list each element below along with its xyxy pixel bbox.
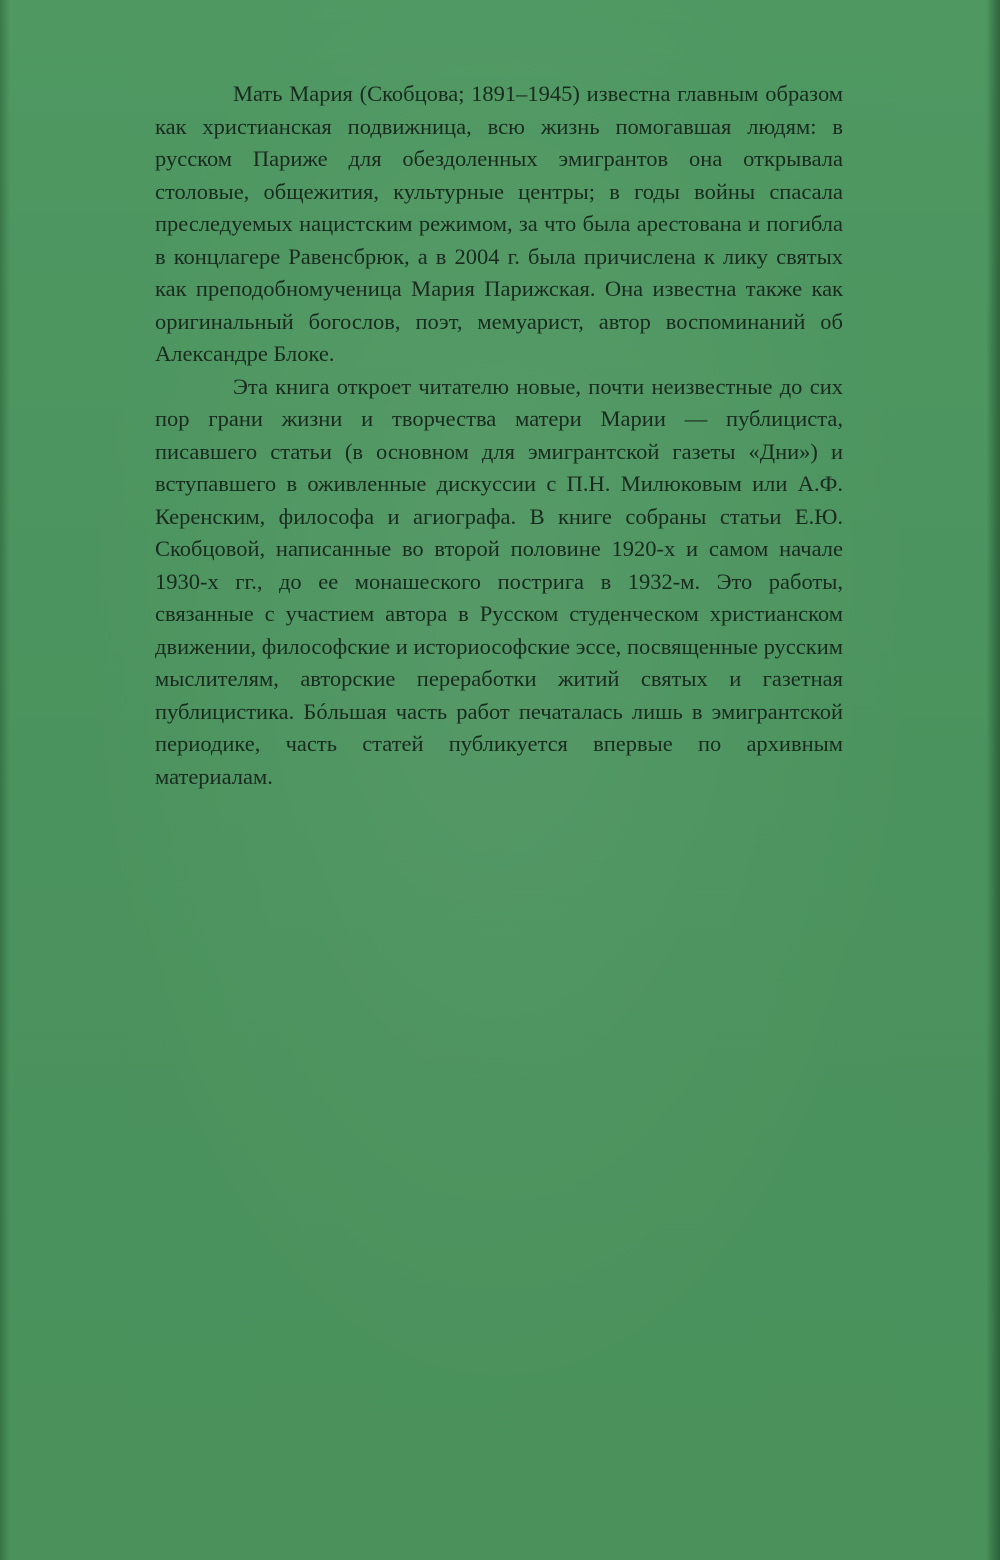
- annotation-paragraph-1: Мать Мария (Скобцова; 1891–1945) известна главным образом как христианская подвижница, всю жизнь помогавшая людям: в русском Париже для обездоленных эмигрантов она открывала столовые, общежития, культурные центры; в годы войны спасала преследуемых нацистским режимом, за что была арестована и погибла в концлагере Равенсбрюк, а в 2004 г. была причислена к лику святых как преподобномученица Мария Парижская. Она известна также как оригинальный богослов, поэт, мемуарист, автор воспоминаний об Александре Блоке.: [155, 81, 843, 366]
- annotation-paragraph-2: Эта книга откроет читателю новые, почти неизвестные до сих пор грани жизни и творчества матери Марии — публициста, писавшего статьи (в основном для эмигрантской газеты «Дни») и вступавшего в оживленные дискуссии с П.Н. Милюковым или А.Ф. Керенским, философа и агиографа. В книге собраны статьи Е.Ю. Скобцовой, написанные во второй половине 1920-х и самом начале 1930-х гг., до ее монашеского пострига в 1932-м. Это работы, связанные с участием автора в Русском студенческом христианском движении, философские и историософские эссе, посвященные русским мыслителям, авторские переработки житий святых и газетная публицистика. Бóльшая часть работ печаталась лишь в эмигрантской периодике, часть статей публикуется впервые по архивным материалам.: [155, 373, 843, 789]
- cover-right-edge: [986, 0, 1000, 1560]
- annotation-text: [155, 78, 843, 793]
- cover-left-edge: [0, 0, 10, 1560]
